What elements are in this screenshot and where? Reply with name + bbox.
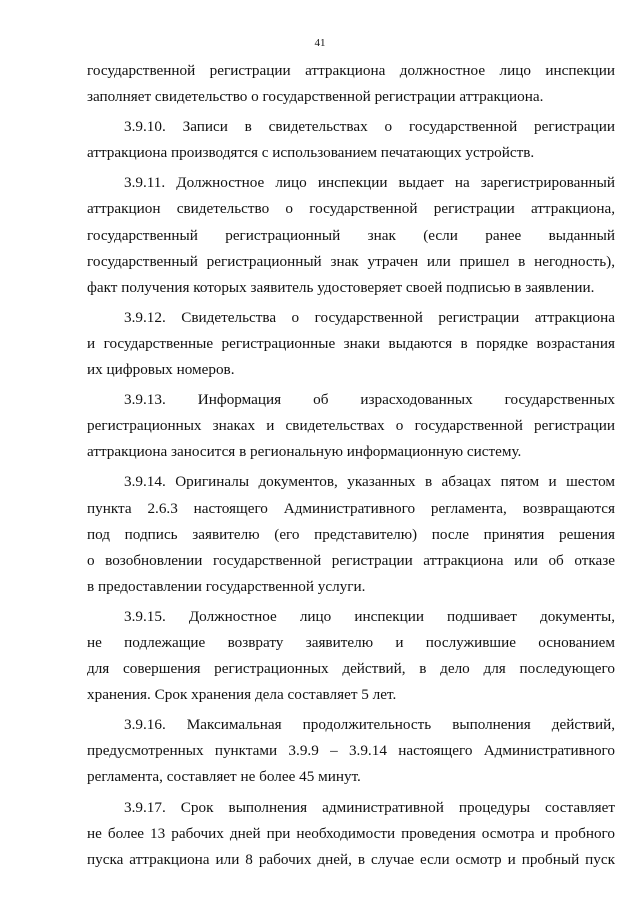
document-body xyxy=(87,58,615,873)
text-line: аттракцион свидетельство о государственной регистрации аттракциона, xyxy=(87,200,615,218)
paragraph xyxy=(87,305,615,383)
text-line: 3.9.16. Максимальная продолжительность выполнения действий, xyxy=(124,716,615,734)
text-line: 3.9.12. Свидетельства о государственной регистрации аттракциона xyxy=(124,308,615,326)
text-line: пункта 2.6.3 настоящего Административного регламента, возвращаются xyxy=(87,499,615,517)
text-line: заполняет свидетельство о государственной регистрации аттракциона. xyxy=(87,88,544,106)
text-line: факт получения которых заявитель удостоверяет своей подписью в заявлении. xyxy=(87,278,595,296)
paragraph xyxy=(87,469,615,599)
text-line: 3.9.15. Должностное лицо инспекции подшивает документы, xyxy=(124,607,615,625)
text-line: регистрационных знаках и свидетельствах о государственной регистрации xyxy=(87,417,615,435)
paragraph xyxy=(87,795,615,873)
text-line: 3.9.11. Должностное лицо инспекции выдает на зарегистрированный xyxy=(124,174,615,192)
text-line: не более 13 рабочих дней при необходимости проведения осмотра и пробного xyxy=(87,824,615,842)
text-line: регламента, составляет не более 45 минут. xyxy=(87,768,361,786)
text-line: не подлежащие возврату заявителю и послужившие основанием xyxy=(87,633,615,651)
text-line: хранения. Срок хранения дела составляет 5 лет. xyxy=(87,686,397,704)
text-line: 3.9.10. Записи в свидетельствах о государственной регистрации xyxy=(124,118,615,136)
text-line: о возобновлении государственной регистрации аттракциона или об отказе xyxy=(87,551,615,569)
text-line: государственный регистрационный знак (если ранее выданный xyxy=(87,226,615,244)
paragraph xyxy=(87,170,615,300)
text-line: 3.9.13. Информация об израсходованных государственных xyxy=(124,391,615,409)
text-line: для совершения регистрационных действий, в дело для последующего xyxy=(87,660,615,678)
text-line: в предоставлении государственной услуги. xyxy=(87,577,366,595)
text-line: государственной регистрации аттракциона должностное лицо инспекции xyxy=(87,62,615,79)
text-line: и государственные регистрационные знаки выдаются в порядке возрастания xyxy=(87,334,615,352)
text-line: 3.9.17. Срок выполнения административной процедуры составляет xyxy=(124,798,615,816)
text-line: аттракциона заносится в региональную информационную систему. xyxy=(87,443,522,461)
text-line: пуска аттракциона или 8 рабочих дней, в случае если осмотр и пробный пуск xyxy=(87,850,615,868)
text-line: их цифровых номеров. xyxy=(87,361,235,379)
text-line: предусмотренных пунктами 3.9.9 – 3.9.14 настоящего Административного xyxy=(87,742,615,760)
paragraph xyxy=(87,604,615,708)
paragraph xyxy=(87,114,615,166)
text-line: государственный регистрационный знак утрачен или пришел в негодность), xyxy=(87,252,615,270)
paragraph xyxy=(87,712,615,790)
text-line: под подпись заявителю (его представителю) после принятия решения xyxy=(87,525,615,543)
paragraph xyxy=(87,387,615,465)
paragraph xyxy=(87,58,615,110)
text-line: 3.9.14. Оригиналы документов, указанных в абзацах пятом и шестом xyxy=(124,473,615,491)
text-line: аттракциона производятся с использованием печатающих устройств. xyxy=(87,144,535,162)
page-number: 41 xyxy=(314,37,326,49)
